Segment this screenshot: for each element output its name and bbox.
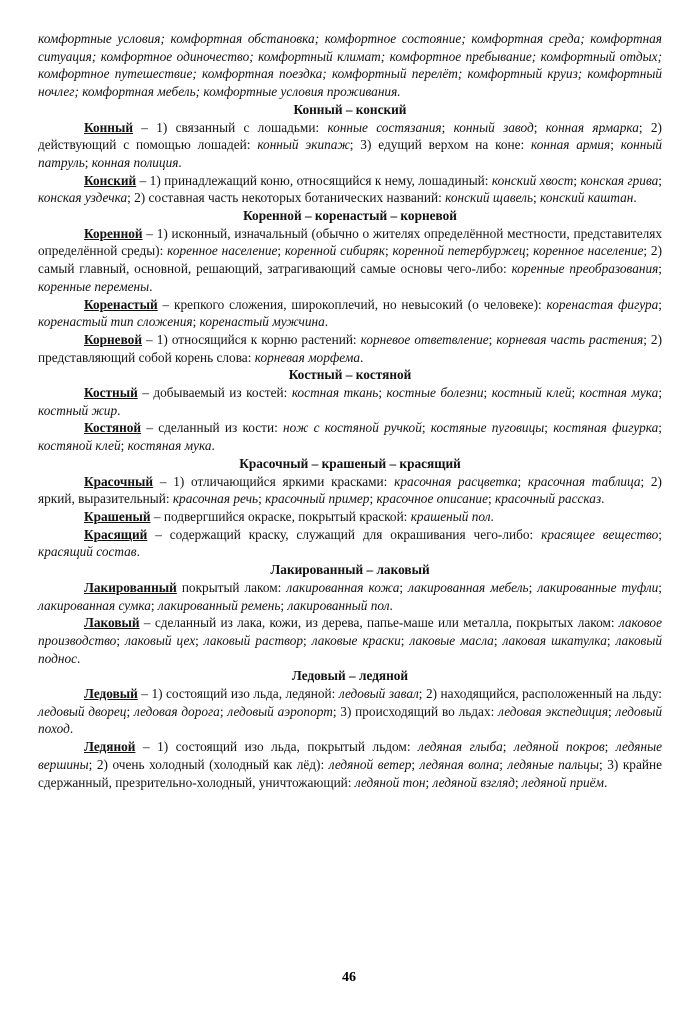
section-heading-krasochny: Красочный – крашеный – красящий — [239, 455, 461, 471]
dictionary-page — [38, 30, 662, 791]
entry-konny — [38, 119, 662, 172]
section-heading-ledovy: Ледовый – ледяной — [291, 668, 409, 684]
entry-definition: – подвергшийся окраске, покрытый краской: крашеный пол. — [150, 508, 494, 524]
entry-term: Коренастый — [84, 296, 158, 312]
entry-term: Ледовый — [84, 686, 138, 702]
entry-definition: – 1) относящийся к корню растений: корневое ответвление; корневая часть растения; 2) представляющий собой корень слова: корневая морфема. — [38, 331, 662, 365]
section-heading-lakirovanny: Лакированный – лаковый — [270, 562, 430, 578]
entry-definition: покрытый лаком: лакированная кожа; лакированная мебель; лакированные туфли; лакированная сумка; лакированный ремень; лакированный пол. — [38, 579, 662, 613]
section-heading-kostny: Костный – костяной — [288, 367, 412, 383]
intro-paragraph: комфортные условия; комфортная обстановка; комфортное состояние; комфортная среда; комфортная ситуация; комфортное одиночество; комфортный климат; комфортное пребывание; комфортный отдых; комфортное путешествие; комфортная поездка; комфортный перелёт; комфортный круиз; комфортный ночлег; комфортная мебель; комфортные условия проживания. — [38, 31, 662, 100]
entry-kornevoy — [38, 331, 662, 366]
entry-definition: – 1) исконный, изначальный (обычно о жителях определённой местности, представителях определённой среды): коренное население; коренной сибиряк; коренной петербуржец; коренное население; 2) самый главный, основной, решающий, затрагивающий самые основы чего-либо: коренные преобразования; коренные перемены. — [38, 225, 662, 294]
entry-definition: – 1) отличающийся яркими красками: красочная расцветка; красочная таблица; 2) яркий, выразительный: красочная речь; красочный пример; красочное описание; красочный рассказ. — [38, 473, 662, 507]
entry-krasochny — [38, 473, 662, 508]
entry-krasheny — [38, 508, 662, 526]
entry-definition: – 1) принадлежащий коню, относящийся к нему, лошадиный: конский хвост; конская грива; конская уздечка; 2) составная часть некоторых ботанических названий: конский щавель; конский каштан. — [38, 172, 662, 206]
entry-lakirovanny — [38, 579, 662, 614]
entry-kostyanoy — [38, 419, 662, 454]
section-heading-konny: Конный – конский — [293, 101, 407, 117]
entry-term: Костяной — [84, 420, 142, 436]
entry-term: Конский — [84, 172, 137, 188]
entry-term: Красочный — [84, 473, 154, 489]
entry-ledovy — [38, 685, 662, 738]
entry-definition: – 1) связанный с лошадьми: конные состязания; конный завод; конная ярмарка; 2) действующий с помощью лошадей: конный экипаж; 3) едущий верхом на коне: конная армия; конный патруль; конная полиция. — [38, 119, 662, 170]
entry-definition: – содержащий краску, служащий для окрашивания чего-либо: красящее вещество; красящий состав. — [38, 526, 662, 560]
entry-definition: – 1) состоящий изо льда, ледяной: ледовый завал; 2) находящийся, расположенный на льду: ледовый дворец; ледовая дорога; ледовый аэропорт; 3) происходящий во льдах: ледовая экспедиция; ледовый поход. — [38, 686, 663, 737]
entry-definition: – добываемый из костей: костная ткань; костные болезни; костный клей; костная мука; костный жир. — [38, 385, 663, 418]
entry-definition: – сделанный из кости: нож с костяной ручкой; костяные пуговицы; костяная фигурка; костяной клей; костяная мука. — [38, 420, 662, 454]
entry-term: Коренной — [84, 225, 143, 241]
entry-term: Крашеный — [84, 508, 151, 524]
entry-kostny — [38, 384, 662, 419]
entry-krasyashchy — [38, 526, 662, 561]
entry-konsky — [38, 172, 662, 207]
entry-ledyanoy — [38, 738, 662, 791]
entry-definition: – сделанный из лака, кожи, из дерева, папье-маше или металла, покрытых лаком: лаковое производство; лаковый цех; лаковый раствор; лаковые краски; лаковые масла; лаковая шкатулка; лаковый поднос. — [38, 615, 662, 666]
entry-definition: – крепкого сложения, широкоплечий, но невысокий (о человеке): коренастая фигура; коренастый тип сложения; коренастый мужчина. — [38, 296, 662, 330]
entry-korenasty — [38, 296, 662, 331]
entry-term: Лакированный — [84, 579, 177, 595]
entry-term: Ледяной — [84, 739, 136, 755]
entry-lakovy — [38, 614, 662, 667]
entry-korennoy — [38, 225, 662, 296]
entry-term: Красящий — [84, 526, 148, 542]
section-heading-korennoy: Коренной – коренастый – корневой — [243, 208, 457, 224]
entry-term: Конный — [84, 119, 133, 135]
entry-definition: – 1) состоящий изо льда, покрытый льдом: ледяная глыба; ледяной покров; ледяные вершины; 2) очень холодный (холодный как лёд): ледяной ветер; ледяная волна; ледяные пальцы; 3) крайне сдержанный, презрительно-холодный, уничтожающий: ледяной тон; ледяной взгляд; ледяной приём. — [38, 739, 662, 790]
page-number: 46 — [342, 970, 356, 985]
entry-term: Костный — [84, 385, 138, 401]
entry-term: Лаковый — [84, 615, 140, 631]
entry-term: Корневой — [84, 331, 142, 347]
